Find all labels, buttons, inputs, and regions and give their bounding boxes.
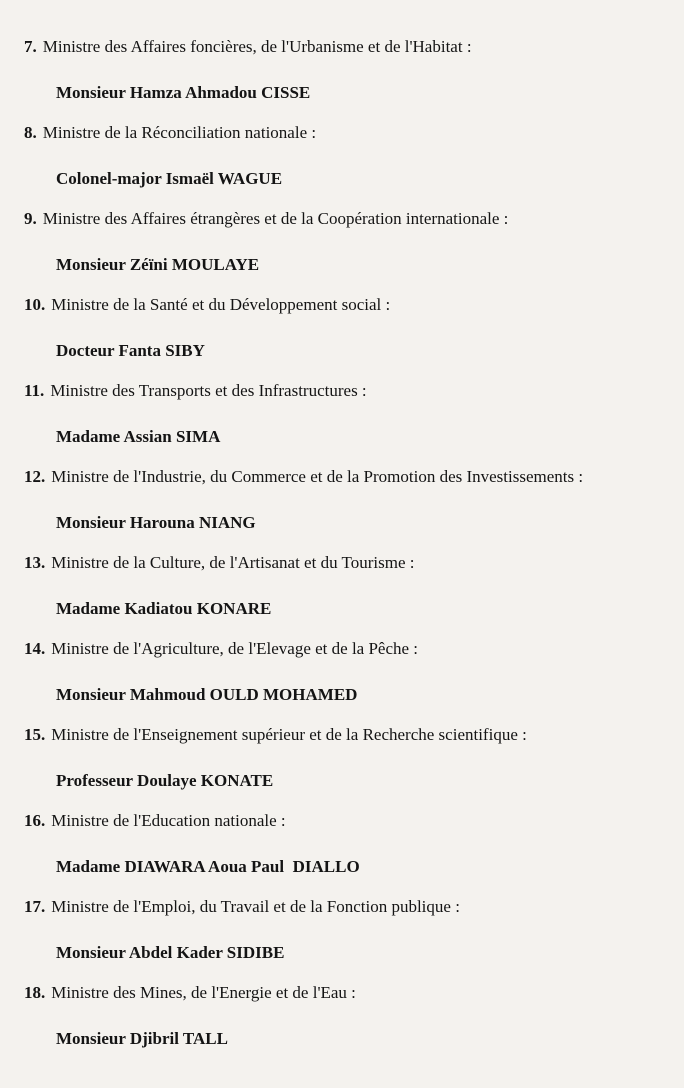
entry-number: 8.	[24, 123, 37, 142]
ministry-entry-11	[0, 380, 684, 466]
ministry-name: Ministre des Affaires foncières, de l'Urbanisme et de l'Habitat :	[42, 37, 472, 56]
minister-name: Monsieur Hamza Ahmadou CISSE	[56, 83, 311, 102]
ministry-title	[24, 122, 316, 144]
ministry-title	[24, 552, 414, 574]
minister-name: Monsieur Djibril TALL	[56, 1029, 228, 1048]
ministry-entry-15	[0, 724, 684, 810]
ministry-title	[24, 810, 286, 832]
ministry-name: Ministre des Mines, de l'Energie et de l'Eau :	[51, 983, 356, 1002]
entry-number: 12.	[24, 467, 46, 486]
entry-number: 15.	[24, 725, 46, 744]
ministry-entry-12	[0, 466, 684, 552]
entry-number: 18.	[24, 983, 46, 1002]
ministry-name: Ministre de la Culture, de l'Artisanat et du Tourisme :	[51, 553, 415, 572]
minister-name: Docteur Fanta SIBY	[56, 341, 205, 360]
ministry-name: Ministre de l'Industrie, du Commerce et de la Promotion des Investissements :	[51, 467, 584, 486]
ministry-title	[24, 982, 356, 1004]
entry-number: 17.	[24, 897, 46, 916]
ministry-title	[24, 208, 508, 230]
ministry-name: Ministre de la Réconciliation nationale :	[42, 123, 317, 142]
ministry-entry-8	[0, 122, 684, 208]
ministry-entry-9	[0, 208, 684, 294]
ministry-entry-18	[0, 982, 684, 1068]
minister-name: Monsieur Mahmoud OULD MOHAMED	[56, 685, 358, 704]
ministry-entry-14	[0, 638, 684, 724]
ministry-entry-13	[0, 552, 684, 638]
ministry-entry-16	[0, 810, 684, 896]
entry-number: 7.	[24, 37, 37, 56]
ministry-entry-10	[0, 294, 684, 380]
entry-number: 14.	[24, 639, 46, 658]
ministry-name: Ministre de l'Education nationale :	[51, 811, 286, 830]
minister-name: Madame DIAWARA Aoua Paul DIALLO	[56, 857, 360, 876]
minister-name: Monsieur Harouna NIANG	[56, 513, 256, 532]
ministry-title	[24, 724, 527, 746]
ministry-name: Ministre de l'Emploi, du Travail et de la Fonction publique :	[51, 897, 460, 916]
minister-name: Colonel-major Ismaël WAGUE	[56, 169, 283, 188]
ministry-title	[24, 36, 472, 58]
ministry-name: Ministre de la Santé et du Développement social :	[51, 295, 391, 314]
entry-number: 10.	[24, 295, 46, 314]
ministry-title	[24, 896, 460, 918]
ministry-name: Ministre de l'Agriculture, de l'Elevage et de la Pêche :	[51, 639, 419, 658]
entry-number: 16.	[24, 811, 46, 830]
ministry-name: Ministre de l'Enseignement supérieur et de la Recherche scientifique :	[51, 725, 527, 744]
entry-number: 11.	[24, 381, 45, 400]
entry-number: 13.	[24, 553, 46, 572]
ministry-entry-7	[0, 36, 684, 122]
ministry-name: Ministre des Affaires étrangères et de la Coopération internationale :	[42, 209, 509, 228]
ministry-title	[24, 638, 418, 660]
minister-name: Monsieur Zéïni MOULAYE	[56, 255, 260, 274]
minister-name: Monsieur Abdel Kader SIDIBE	[56, 943, 285, 962]
ministry-title	[24, 294, 390, 316]
minister-name: Madame Kadiatou KONARE	[56, 599, 272, 618]
ministry-title	[24, 380, 367, 402]
ministry-entry-17	[0, 896, 684, 982]
minister-name: Madame Assian SIMA	[56, 427, 221, 446]
entry-number: 9.	[24, 209, 37, 228]
ministry-name: Ministre des Transports et des Infrastructures :	[50, 381, 367, 400]
ministry-title	[24, 466, 583, 488]
minister-name: Professeur Doulaye KONATE	[56, 771, 274, 790]
